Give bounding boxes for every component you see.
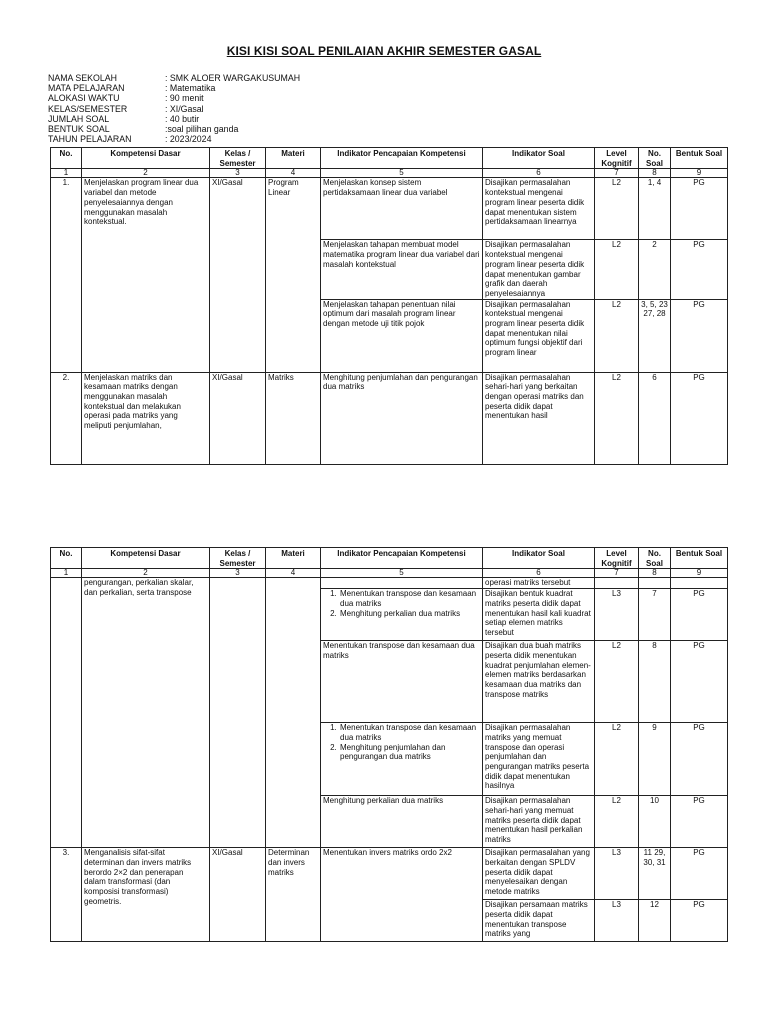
ipk-cell: Menghitung perkalian dua matriks bbox=[321, 796, 483, 848]
meta-key: BENTUK SOAL bbox=[48, 124, 110, 135]
level-cell bbox=[595, 578, 639, 589]
row-number: 3. bbox=[51, 848, 82, 942]
header-cell: No. Soal bbox=[639, 548, 671, 569]
header-cell: Kelas / Semester bbox=[210, 148, 266, 169]
header-cell: No. Soal bbox=[639, 148, 671, 169]
ipk-cell: Menentukan invers matriks ordo 2x2 bbox=[321, 848, 483, 942]
no-soal-cell: 1, 4 bbox=[639, 178, 671, 240]
header-cell: Indikator Pencapaian Kompetensi bbox=[321, 148, 483, 169]
meta-value: : SMK ALOER WARGAKUSUMAH bbox=[165, 73, 301, 83]
bentuk-cell: PG bbox=[671, 299, 728, 372]
meta-key: ALOKASI WAKTU bbox=[48, 93, 120, 104]
column-number: 9 bbox=[671, 569, 728, 578]
meta-row bbox=[48, 83, 300, 93]
column-number: 3 bbox=[210, 169, 266, 178]
column-number: 2 bbox=[82, 569, 210, 578]
kelas-cell bbox=[210, 578, 266, 848]
column-number: 2 bbox=[82, 169, 210, 178]
no-soal-cell: 9 bbox=[639, 723, 671, 796]
level-cell: L2 bbox=[595, 178, 639, 240]
kelas-cell: XI/Gasal bbox=[210, 848, 266, 942]
row-number bbox=[51, 578, 82, 848]
table-row bbox=[51, 848, 728, 900]
column-number-row bbox=[51, 169, 728, 178]
indikator-soal-cell: Disajikan permasalahan sehari-hari yang berkaitan dengan operasi matriks dan peserta didik dapat menentukan hasil bbox=[483, 372, 595, 464]
bentuk-cell: PG bbox=[671, 641, 728, 723]
column-number: 1 bbox=[51, 569, 82, 578]
ipk-cell: Menentukan transpose dan kesamaan dua matriks bbox=[321, 641, 483, 723]
ipk-cell: Menjelaskan konsep sistem pertidaksamaan linear dua variabel bbox=[321, 178, 483, 240]
no-soal-cell: 10 bbox=[639, 796, 671, 848]
kompetensi-dasar-cell: Menjelaskan matriks dan kesamaan matriks dengan menggunakan masalah kontekstual dan melakukan operasi pada matriks yang meliputi penjumlahan, bbox=[82, 372, 210, 464]
meta-row bbox=[48, 124, 300, 134]
table-row bbox=[51, 372, 728, 464]
kompetensi-dasar-cell: pengurangan, perkalian skalar, dan perkalian, serta transpose bbox=[82, 578, 210, 848]
meta-key: KELAS/SEMESTER bbox=[48, 103, 128, 114]
column-number: 1 bbox=[51, 169, 82, 178]
ipk-list-item: 2. Menghitung penjumlahan dan pengurangan dua matriks bbox=[339, 743, 480, 762]
column-number: 6 bbox=[483, 569, 595, 578]
meta-value: : 90 menit bbox=[165, 93, 204, 104]
level-cell: L2 bbox=[595, 723, 639, 796]
column-number: 3 bbox=[210, 569, 266, 578]
ipk-cell bbox=[321, 723, 483, 796]
ipk-cell: Menjelaskan tahapan membuat model matematika program linear dua variabel dari masalah kontekstual bbox=[321, 240, 483, 299]
level-cell: L3 bbox=[595, 848, 639, 900]
level-cell: L2 bbox=[595, 641, 639, 723]
bentuk-cell: PG bbox=[671, 900, 728, 942]
row-number: 2. bbox=[51, 372, 82, 464]
bentuk-cell bbox=[671, 578, 728, 589]
ipk-list-item: 1. Menentukan transpose dan kesamaan dua matriks bbox=[339, 589, 480, 608]
meta-row bbox=[48, 104, 300, 114]
bentuk-cell: PG bbox=[671, 796, 728, 848]
column-number: 5 bbox=[321, 569, 483, 578]
header-cell: Indikator Soal bbox=[483, 548, 595, 569]
no-soal-cell: 11 29, 30, 31 bbox=[639, 848, 671, 900]
no-soal-cell bbox=[639, 578, 671, 589]
no-soal-cell: 12 bbox=[639, 900, 671, 942]
indikator-soal-cell: Disajikan bentuk kuadrat matriks peserta didik dapat menentukan hasil kali kuadrat setiap elemen matriks tersebut bbox=[483, 589, 595, 641]
ipk-cell bbox=[321, 578, 483, 589]
level-cell: L3 bbox=[595, 589, 639, 641]
indikator-soal-cell: operasi matriks tersebut bbox=[483, 578, 595, 589]
level-cell: L2 bbox=[595, 240, 639, 299]
level-cell: L3 bbox=[595, 900, 639, 942]
indikator-soal-cell: Disajikan permasalahan kontekstual mengenai program linear peserta didik dapat menentukan gambar grafik dan daerah penyelesaiannya bbox=[483, 240, 595, 299]
column-number-row bbox=[51, 569, 728, 578]
meta-key: MATA PELAJARAN bbox=[48, 83, 125, 94]
header-cell: Kompetensi Dasar bbox=[82, 148, 210, 169]
kelas-cell: XI/Gasal bbox=[210, 372, 266, 464]
column-number: 4 bbox=[266, 169, 321, 178]
meta-value: : 40 butir bbox=[165, 113, 200, 124]
column-number: 4 bbox=[266, 569, 321, 578]
meta-value: : 2023/2024 bbox=[165, 134, 212, 145]
header-cell: Bentuk Soal bbox=[671, 548, 728, 569]
header-cell: Materi bbox=[266, 148, 321, 169]
bentuk-cell: PG bbox=[671, 589, 728, 641]
meta-key: JUMLAH SOAL bbox=[48, 113, 110, 124]
kompetensi-dasar-cell: Menganalisis sifat-sifat determinan dan invers matriks berordo 2×2 dan penerapan dalam transformasi (dan komposisi transformasi) geometris. bbox=[82, 848, 210, 942]
ipk-cell: Menjelaskan tahapan penentuan nilai optimum dari masalah program linear dengan metode uji titik pojok bbox=[321, 299, 483, 372]
header-cell: Bentuk Soal bbox=[671, 148, 728, 169]
column-number: 8 bbox=[639, 569, 671, 578]
ipk-list-item: 2. Menghitung perkalian dua matriks bbox=[339, 609, 480, 619]
kelas-cell: XI/Gasal bbox=[210, 178, 266, 372]
bentuk-cell: PG bbox=[671, 848, 728, 900]
meta-value: : XI/Gasal bbox=[165, 103, 204, 114]
row-number: 1. bbox=[51, 178, 82, 372]
bentuk-cell: PG bbox=[671, 372, 728, 464]
no-soal-cell: 7 bbox=[639, 589, 671, 641]
materi-cell: Program Linear bbox=[266, 178, 321, 372]
header-cell: Indikator Pencapaian Kompetensi bbox=[321, 548, 483, 569]
materi-cell: Determinan dan invers matriks bbox=[266, 848, 321, 942]
column-number: 6 bbox=[483, 169, 595, 178]
indikator-soal-cell: Disajikan permasalahan yang berkaitan dengan SPLDV peserta didik dapat menyelesaikan dengan metode matriks bbox=[483, 848, 595, 900]
bentuk-cell: PG bbox=[671, 723, 728, 796]
bentuk-cell: PG bbox=[671, 178, 728, 240]
column-number: 5 bbox=[321, 169, 483, 178]
kompetensi-dasar-cell: Menjelaskan program linear dua variabel dan metode penyelesaiannya dengan menggunakan masalah kontekstual. bbox=[82, 178, 210, 372]
ipk-list bbox=[323, 589, 480, 618]
meta-value: : Matematika bbox=[165, 83, 216, 94]
blueprint-table-2 bbox=[50, 547, 728, 942]
meta-row bbox=[48, 73, 300, 83]
blueprint-table-1 bbox=[50, 147, 728, 465]
no-soal-cell: 8 bbox=[639, 641, 671, 723]
materi-cell bbox=[266, 578, 321, 848]
ipk-list bbox=[323, 723, 480, 762]
indikator-soal-cell: Disajikan persamaan matriks peserta didik dapat menentukan transpose matriks yang bbox=[483, 900, 595, 942]
meta-key: NAMA SEKOLAH bbox=[48, 73, 117, 83]
document-title: KISI KISI SOAL PENILAIAN AKHIR SEMESTER GASAL bbox=[226, 44, 542, 58]
ipk-list-item: 1. Menentukan transpose dan kesamaan dua matriks bbox=[339, 723, 480, 742]
meta-row bbox=[48, 93, 300, 103]
meta-key: TAHUN PELAJARAN bbox=[48, 134, 132, 145]
no-soal-cell: 2 bbox=[639, 240, 671, 299]
header-cell: Kelas / Semester bbox=[210, 548, 266, 569]
header-cell: Indikator Soal bbox=[483, 148, 595, 169]
header-cell: No. bbox=[51, 148, 82, 169]
column-number: 7 bbox=[595, 169, 639, 178]
indikator-soal-cell: Disajikan permasalahan sehari-hari yang memuat matriks peserta didik dapat menentukan hasil perkalian matriks bbox=[483, 796, 595, 848]
level-cell: L2 bbox=[595, 796, 639, 848]
column-number: 9 bbox=[671, 169, 728, 178]
indikator-soal-cell: Disajikan permasalahan matriks yang memuat transpose dan operasi penjumlahan dan pengurangan matriks peserta didik dapat menentukan hasilnya bbox=[483, 723, 595, 796]
header-cell: No. bbox=[51, 548, 82, 569]
header-cell: Materi bbox=[266, 548, 321, 569]
school-info bbox=[48, 73, 300, 144]
indikator-soal-cell: Disajikan permasalahan kontekstual mengenai program linear peserta didik dapat menentukan sistem pertidaksamaan linearnya bbox=[483, 178, 595, 240]
level-cell: L2 bbox=[595, 299, 639, 372]
column-number: 7 bbox=[595, 569, 639, 578]
no-soal-cell: 3, 5, 23 27, 28 bbox=[639, 299, 671, 372]
indikator-soal-cell: Disajikan permasalahan kontekstual mengenai program linear peserta didik dapat menentukan nilai optimum fungsi objektif dari program linear bbox=[483, 299, 595, 372]
ipk-cell: Menghitung penjumlahan dan pengurangan dua matriks bbox=[321, 372, 483, 464]
table-row bbox=[51, 178, 728, 240]
ipk-cell bbox=[321, 589, 483, 641]
materi-cell: Matriks bbox=[266, 372, 321, 464]
header-row bbox=[51, 548, 728, 569]
header-cell: Kompetensi Dasar bbox=[82, 548, 210, 569]
no-soal-cell: 6 bbox=[639, 372, 671, 464]
header-cell: Level Kognitif bbox=[595, 148, 639, 169]
header-row bbox=[51, 148, 728, 169]
table-row bbox=[51, 578, 728, 589]
header-cell: Level Kognitif bbox=[595, 548, 639, 569]
meta-row bbox=[48, 134, 300, 144]
level-cell: L2 bbox=[595, 372, 639, 464]
meta-value: :soal pilihan ganda bbox=[165, 124, 239, 135]
column-number: 8 bbox=[639, 169, 671, 178]
meta-row bbox=[48, 114, 300, 124]
bentuk-cell: PG bbox=[671, 240, 728, 299]
indikator-soal-cell: Disajikan dua buah matriks peserta didik menentukan kuadrat penjumlahan elemen-elemen matriks berdasarkan kesamaan dua matriks dan transpose matriks bbox=[483, 641, 595, 723]
